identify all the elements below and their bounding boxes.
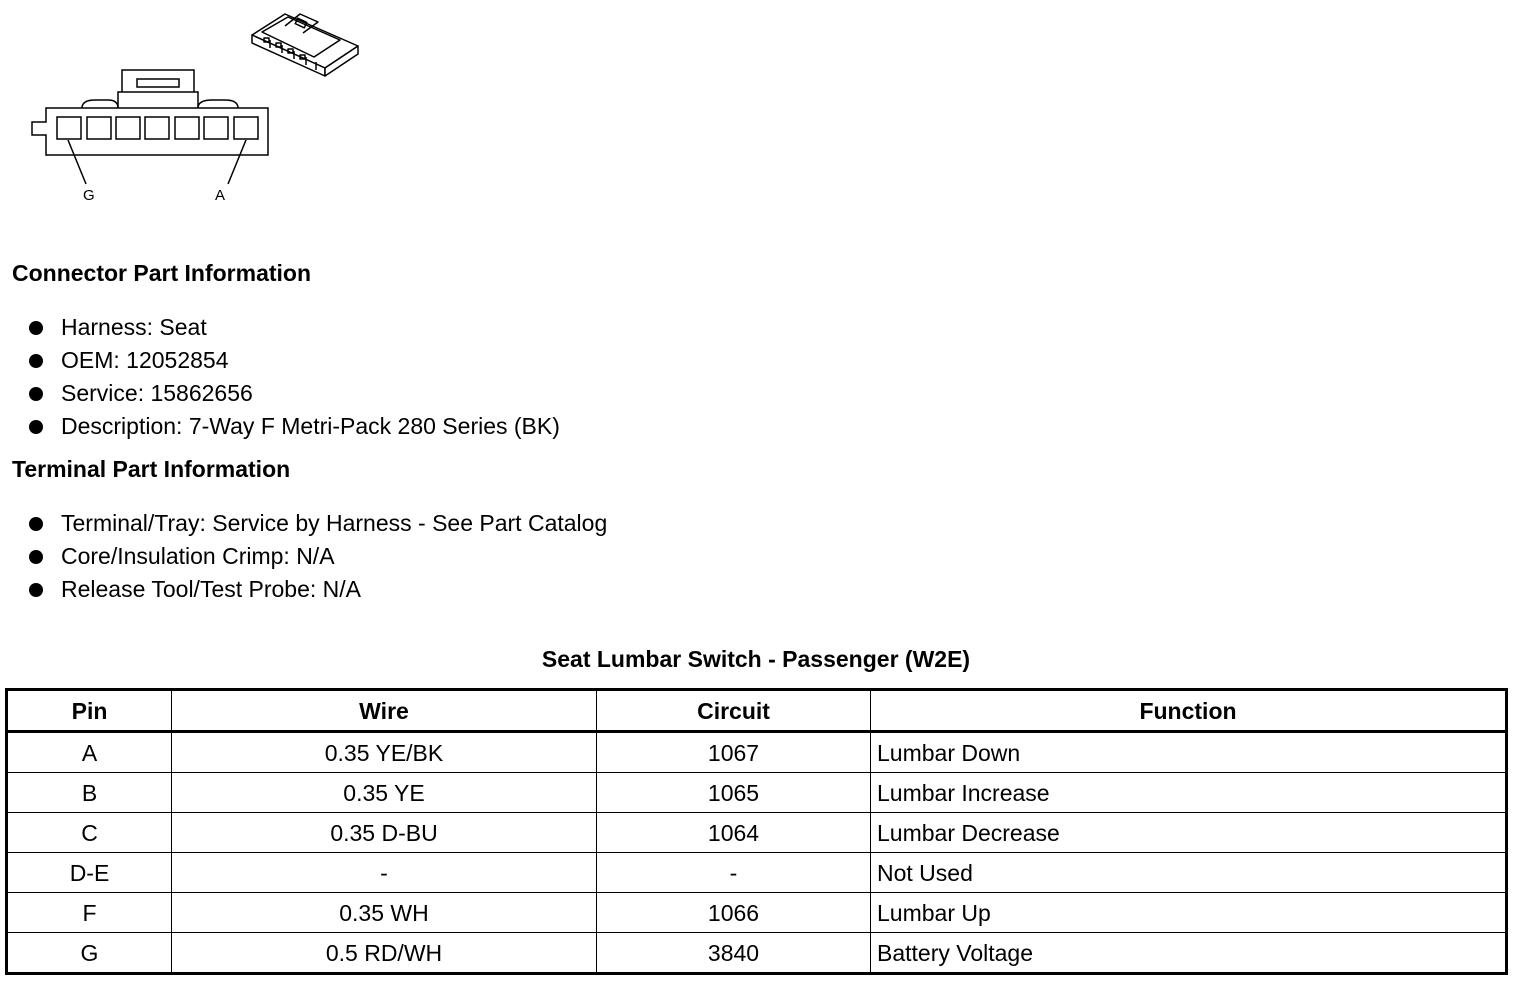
list-item: Service: 15862656 <box>29 377 560 410</box>
cell-wire: - <box>172 853 597 893</box>
connector-isometric-view <box>252 14 358 76</box>
list-item: Description: 7-Way F Metri-Pack 280 Series (BK) <box>29 410 560 443</box>
cell-function: Battery Voltage <box>871 933 1507 974</box>
cell-function: Lumbar Decrease <box>871 813 1507 853</box>
cell-pin: A <box>7 732 172 773</box>
list-item: Harness: Seat <box>29 311 560 344</box>
cell-function: Not Used <box>871 853 1507 893</box>
bullet-icon <box>29 517 43 531</box>
table-title: Seat Lumbar Switch - Passenger (W2E) <box>541 646 971 672</box>
cell-pin: D-E <box>7 853 172 893</box>
table-row <box>7 853 1507 893</box>
list-item: Terminal/Tray: Service by Harness - See Part Catalog <box>29 507 607 540</box>
bullet-icon <box>29 321 43 335</box>
list-item: OEM: 12052854 <box>29 344 560 377</box>
pin-label-g: G <box>83 187 95 204</box>
bullet-icon <box>29 354 43 368</box>
cell-pin: B <box>7 773 172 813</box>
cell-circuit: - <box>597 853 871 893</box>
list-item: Core/Insulation Crimp: N/A <box>29 540 607 573</box>
cell-wire: 0.35 YE/BK <box>172 732 597 773</box>
cell-pin: F <box>7 893 172 933</box>
table-row <box>7 933 1507 974</box>
table-row <box>7 773 1507 813</box>
pin-label-a: A <box>215 187 226 204</box>
connector-front-view <box>32 70 268 184</box>
bullet-icon <box>29 550 43 564</box>
connector-diagram <box>0 0 380 220</box>
cell-circuit: 3840 <box>597 933 871 974</box>
bullet-icon <box>29 387 43 401</box>
list-item: Release Tool/Test Probe: N/A <box>29 573 607 606</box>
table-row <box>7 893 1507 933</box>
cell-function: Lumbar Down <box>871 732 1507 773</box>
cell-wire: 0.35 YE <box>172 773 597 813</box>
cell-circuit: 1066 <box>597 893 871 933</box>
bullet-icon <box>29 583 43 597</box>
cell-function: Lumbar Up <box>871 893 1507 933</box>
cell-wire: 0.35 D-BU <box>172 813 597 853</box>
header-function: Function <box>871 690 1507 732</box>
header-wire: Wire <box>172 690 597 732</box>
cell-wire: 0.5 RD/WH <box>172 933 597 974</box>
bullet-icon <box>29 420 43 434</box>
cell-pin: G <box>7 933 172 974</box>
connector-part-list <box>29 311 560 443</box>
cell-wire: 0.35 WH <box>172 893 597 933</box>
cell-function: Lumbar Increase <box>871 773 1507 813</box>
cell-circuit: 1065 <box>597 773 871 813</box>
table-row <box>7 732 1507 773</box>
table-header-row <box>7 690 1507 732</box>
cell-circuit: 1067 <box>597 732 871 773</box>
pinout-table <box>5 688 1508 975</box>
terminal-part-list <box>29 507 607 606</box>
connector-part-heading: Connector Part Information <box>12 260 312 286</box>
header-circuit: Circuit <box>597 690 871 732</box>
terminal-part-heading: Terminal Part Information <box>12 456 291 482</box>
header-pin: Pin <box>7 690 172 732</box>
table-row <box>7 813 1507 853</box>
cell-circuit: 1064 <box>597 813 871 853</box>
cell-pin: C <box>7 813 172 853</box>
